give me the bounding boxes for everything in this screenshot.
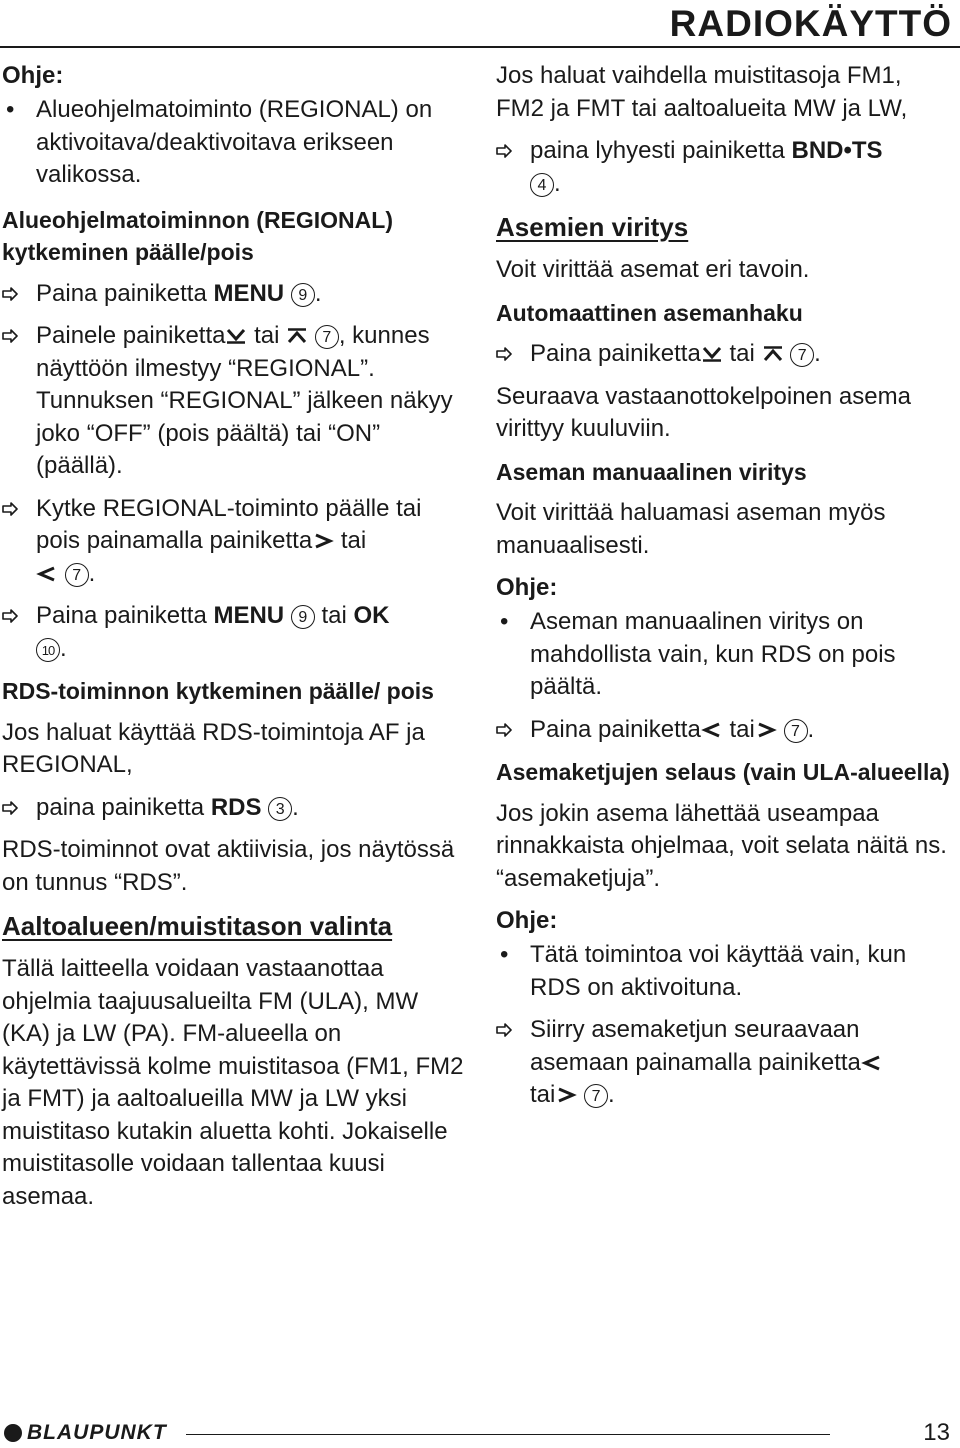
chevron-right-icon [755,722,777,738]
instruction-step: Kytke REGIONAL-toiminto päälle tai pois painamalla painiketta tai 7 . [2,493,464,591]
band-description: Tällä laitteella voidaan vastaanottaa ohjelmia taajuusalueilta FM (ULA), MW (KA) ja LW (PA). FM-alueella on käytettävissä kolme muistitasoa (FM1, FM2 ja FMT) ja aaltoalueilla MW ja LW yksi muistitaso kutakin aluetta kohti. Jokaiselle muistitasolle voidaan tallentaa kuusi asemaa. [2,955,464,1210]
arrow-right-outline-icon [496,144,512,158]
section-heading-chain: Asemaketjujen selaus (vain ULA-alueella) [496,759,950,785]
section-heading-regional: Alueohjelmatoiminnon (REGIONAL) kytkeminen päälle/pois [2,206,393,265]
arrow-right-outline-icon [496,1023,512,1037]
rds-intro-text: Jos haluat käyttää RDS-toimintoja AF ja REGIONAL, [2,718,425,778]
right-column [496,60,956,1122]
instruction-step: Paina painiketta MENU 9 . [2,278,464,311]
instruction-step: Painele painiketta tai 7 , kunnes näyttöön ilmestyy “REGIONAL”. Tunnuksen “REGIONAL” jälkeen näkyy joko “OFF” (pois päältä) tai “ON” (päällä). [2,320,464,483]
arrow-right-outline-icon [496,723,512,737]
tuning-text: Voit virittää asemat eri tavoin. [496,256,810,283]
callout-number: 7 [790,343,814,367]
chevron-right-icon [312,533,334,549]
header-divider [0,46,960,48]
note-label: Ohje: [496,574,558,601]
callout-number: 7 [784,719,808,743]
chevron-up-bar-icon [286,328,308,344]
page-number: 13 [923,1419,950,1446]
section-heading-tuning: Asemien viritys [496,212,689,242]
instruction-step: Paina painiketta MENU 9 tai OK 10 . [2,600,464,665]
section-heading-manual: Aseman manuaalinen viritys [496,458,807,485]
chevron-left-icon [861,1055,883,1071]
instruction-step: Paina painiketta tai 7 . [496,338,956,371]
bullet-dot: • [500,608,509,635]
key-name: MENU [213,279,285,307]
page-header-title: RADIOKÄYTTÖ [669,3,952,44]
arrow-right-outline-icon [2,609,18,623]
note-label: Ohje: [2,62,64,89]
callout-number: 9 [291,283,315,307]
arrow-right-outline-icon [496,347,512,361]
left-column [2,60,464,1223]
callout-number: 7 [315,325,339,349]
section-heading-rds: RDS-toiminnon kytkeminen päälle/ pois [2,678,434,704]
chevron-left-icon [36,566,58,582]
callout-number: 4 [530,173,554,197]
arrow-right-outline-icon [2,502,18,516]
callout-number: 7 [584,1084,608,1108]
brand-logo: BLAUPUNKT [4,1420,167,1446]
chevron-up-bar-icon [762,346,784,362]
instruction-step: paina painiketta RDS 3 . [2,792,464,825]
callout-number: 9 [291,605,315,629]
chevron-right-icon [555,1087,577,1103]
band-intro-text: Jos haluat vaihdella muistitasoja FM1, FM2 ja FMT tai aaltoalueita MW ja LW, [496,62,908,122]
bullet-dot: • [500,941,509,968]
chevron-down-bar-icon [225,328,247,344]
arrow-right-outline-icon [2,801,18,815]
auto-result-text: Seuraava vastaanottokelpoinen asema virittyy kuuluviin. [496,382,911,442]
chevron-down-bar-icon [701,346,723,362]
arrow-right-outline-icon [2,329,18,343]
chevron-left-icon [701,722,723,738]
bullet-dot: • [6,96,15,123]
logo-dot-icon [4,1424,22,1442]
note-bullet: • Tätä toimintoa voi käyttää vain, kun RDS on aktivoituna. [500,941,907,1001]
callout-number: 3 [268,797,292,821]
instruction-step: paina lyhyesti painiketta BND•TS 4 . [496,135,956,200]
callout-number: 7 [65,563,89,587]
callout-number: 10 [36,638,60,662]
instruction-step: Paina painiketta tai 7 . [496,714,956,747]
section-heading-auto: Automaattinen asemanhaku [496,299,803,326]
note-bullet: • Alueohjelmatoiminto (REGIONAL) on aktivoitava/deaktivoitava erikseen valikossa. [6,96,433,188]
note-label: Ohje: [496,907,558,934]
rds-result-text: RDS-toiminnot ovat aktiivisia, jos näytössä on tunnus “RDS”. [2,836,455,896]
instruction-step: Siirry asemaketjun seuraavaan asemaan painamalla painiketta tai 7 . [496,1014,956,1112]
manual-text: Voit virittää haluamasi aseman myös manuaalisesti. [496,499,886,559]
arrow-right-outline-icon [2,287,18,301]
chain-text: Jos jokin asema lähettää useampaa rinnakkaista ohjelmaa, voit selata näitä ns. “asemaketjuja”. [496,799,947,892]
section-heading-band: Aaltoalueen/muistitason valinta [2,911,393,941]
note-bullet: • Aseman manuaalinen viritys on mahdollista vain, kun RDS on pois päältä. [500,608,896,700]
footer-divider [186,1434,830,1435]
